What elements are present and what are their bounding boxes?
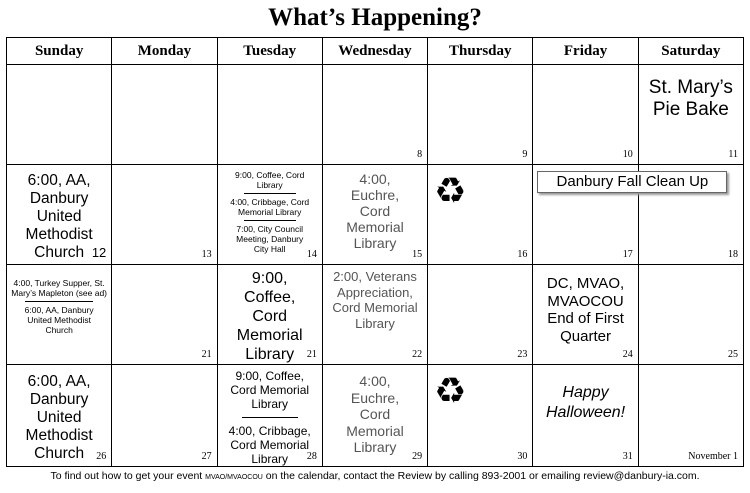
- event-euchre: 4:00, Euchre, Cord Memorial Library: [346, 171, 404, 251]
- footer-text-small: MVAO/MVAOCOU: [205, 474, 263, 481]
- day-cell: [428, 265, 533, 365]
- event-end-of-quarter: DC, MVAO, MVAOCOU End of First Quarter: [546, 275, 625, 345]
- day-cell: [533, 265, 638, 365]
- event-divider: [25, 301, 93, 302]
- event-divider: [244, 193, 296, 194]
- day-number: 21: [306, 349, 317, 360]
- day-number: 16: [517, 249, 528, 260]
- weekday-friday: Friday: [533, 38, 638, 65]
- week-row: [7, 265, 744, 365]
- day-cell: [428, 365, 533, 467]
- weekday-saturday: Saturday: [638, 38, 743, 65]
- event-coffee: 9:00, Coffee, Cord Memorial Library: [230, 369, 310, 411]
- day-cell-empty: [112, 65, 217, 165]
- day-number: 30: [517, 451, 528, 462]
- day-number: 15: [412, 249, 423, 260]
- day-cell: [533, 65, 638, 165]
- weekday-monday: Monday: [112, 38, 217, 65]
- day-cell: [217, 265, 322, 365]
- day-number: 31: [622, 451, 633, 462]
- day-cell: [322, 165, 427, 265]
- weekday-sunday: Sunday: [7, 38, 112, 65]
- event-coffee: 9:00, Coffee, Cord Memorial Library: [236, 270, 303, 363]
- day-cell: [533, 165, 709, 265]
- day-number: 29: [412, 451, 423, 462]
- day-cell: [217, 165, 322, 265]
- day-cell: [638, 265, 743, 365]
- day-cell: [7, 365, 112, 467]
- fall-clean-up-banner: Danbury Fall Clean Up: [537, 171, 727, 193]
- day-number: 9: [522, 149, 528, 160]
- event-cribbage: 4:00, Cribbage, Cord Memorial Library: [228, 424, 311, 466]
- event-euchre: 4:00, Euchre, Cord Memorial Library: [346, 373, 404, 455]
- day-cell: [217, 365, 322, 467]
- recycle-icon: ♻: [434, 370, 467, 411]
- footer-text-start: To find out how to get your event: [50, 470, 203, 482]
- day-cell: [112, 365, 217, 467]
- day-cell: [322, 65, 427, 165]
- footer-note: [0, 469, 750, 485]
- day-number: 11: [728, 149, 738, 160]
- weekday-header-row: [7, 38, 744, 65]
- day-number: November 1: [688, 451, 738, 462]
- day-cell: [638, 365, 743, 467]
- day-number: 17: [622, 249, 633, 260]
- day-cell: [428, 165, 533, 265]
- day-cell: [112, 165, 217, 265]
- week-row: [7, 365, 744, 467]
- day-number: 25: [728, 349, 738, 360]
- weekday-tuesday: Tuesday: [217, 38, 322, 65]
- event-turkey-supper: 4:00, Turkey Supper, St. Mary’s Mapleton (see ad): [11, 278, 108, 298]
- day-number: 8: [417, 149, 423, 160]
- day-number: 13: [201, 249, 212, 260]
- day-cell: [638, 65, 743, 165]
- day-cell: [428, 65, 533, 165]
- calendar-title: What’s Happening?: [268, 4, 482, 31]
- footer-text-end: on the calendar, contact the Review by calling 893-2001 or emailing review@danbury-ia.com.: [265, 470, 700, 482]
- weekday-wednesday: Wednesday: [322, 38, 427, 65]
- day-cell-empty: [7, 65, 112, 165]
- event-pie-bake: St. Mary’s Pie Bake: [648, 77, 733, 120]
- day-number: 27: [201, 451, 212, 462]
- day-cell: [533, 365, 638, 467]
- event-veterans: 2:00, Veterans Appreciation, Cord Memorial Library: [332, 269, 418, 331]
- event-divider: [244, 220, 296, 221]
- week-row: [7, 65, 744, 165]
- day-number: 18: [728, 249, 738, 260]
- day-number: 28: [306, 451, 317, 462]
- day-number: 10: [622, 149, 633, 160]
- weekday-thursday: Thursday: [428, 38, 533, 65]
- day-number: 24: [622, 349, 633, 360]
- day-number: 22: [412, 349, 423, 360]
- event-cribbage: 4:00, Cribbage, Cord Memorial Library: [230, 197, 310, 217]
- day-cell: [638, 165, 743, 265]
- day-cell-empty: [217, 65, 322, 165]
- week-row: [7, 165, 744, 265]
- calendar-grid: [6, 37, 744, 467]
- day-cell: [322, 365, 427, 467]
- day-number: 26: [96, 451, 107, 462]
- event-divider: [242, 417, 298, 418]
- recycle-icon: ♻: [434, 170, 467, 211]
- day-number: 23: [517, 349, 528, 360]
- event-aa: 6:00, AA, Danbury United Methodist Church: [25, 172, 93, 261]
- day-cell: [7, 265, 112, 365]
- event-halloween: Happy Halloween!: [545, 384, 626, 421]
- day-cell: [7, 165, 112, 265]
- day-number: 12: [91, 245, 107, 260]
- day-cell: [322, 265, 427, 365]
- event-city-council: 7:00, City Council Meeting, Danbury City Hall: [236, 224, 304, 254]
- day-number: 21: [201, 349, 212, 360]
- event-aa: 6:00, AA, Danbury United Methodist Church: [25, 373, 93, 462]
- event-coffee: 9:00, Coffee, Cord Library: [235, 170, 305, 190]
- day-cell: [112, 265, 217, 365]
- day-number: 14: [306, 249, 317, 260]
- event-aa: 6:00, AA, Danbury United Methodist Church: [24, 305, 94, 335]
